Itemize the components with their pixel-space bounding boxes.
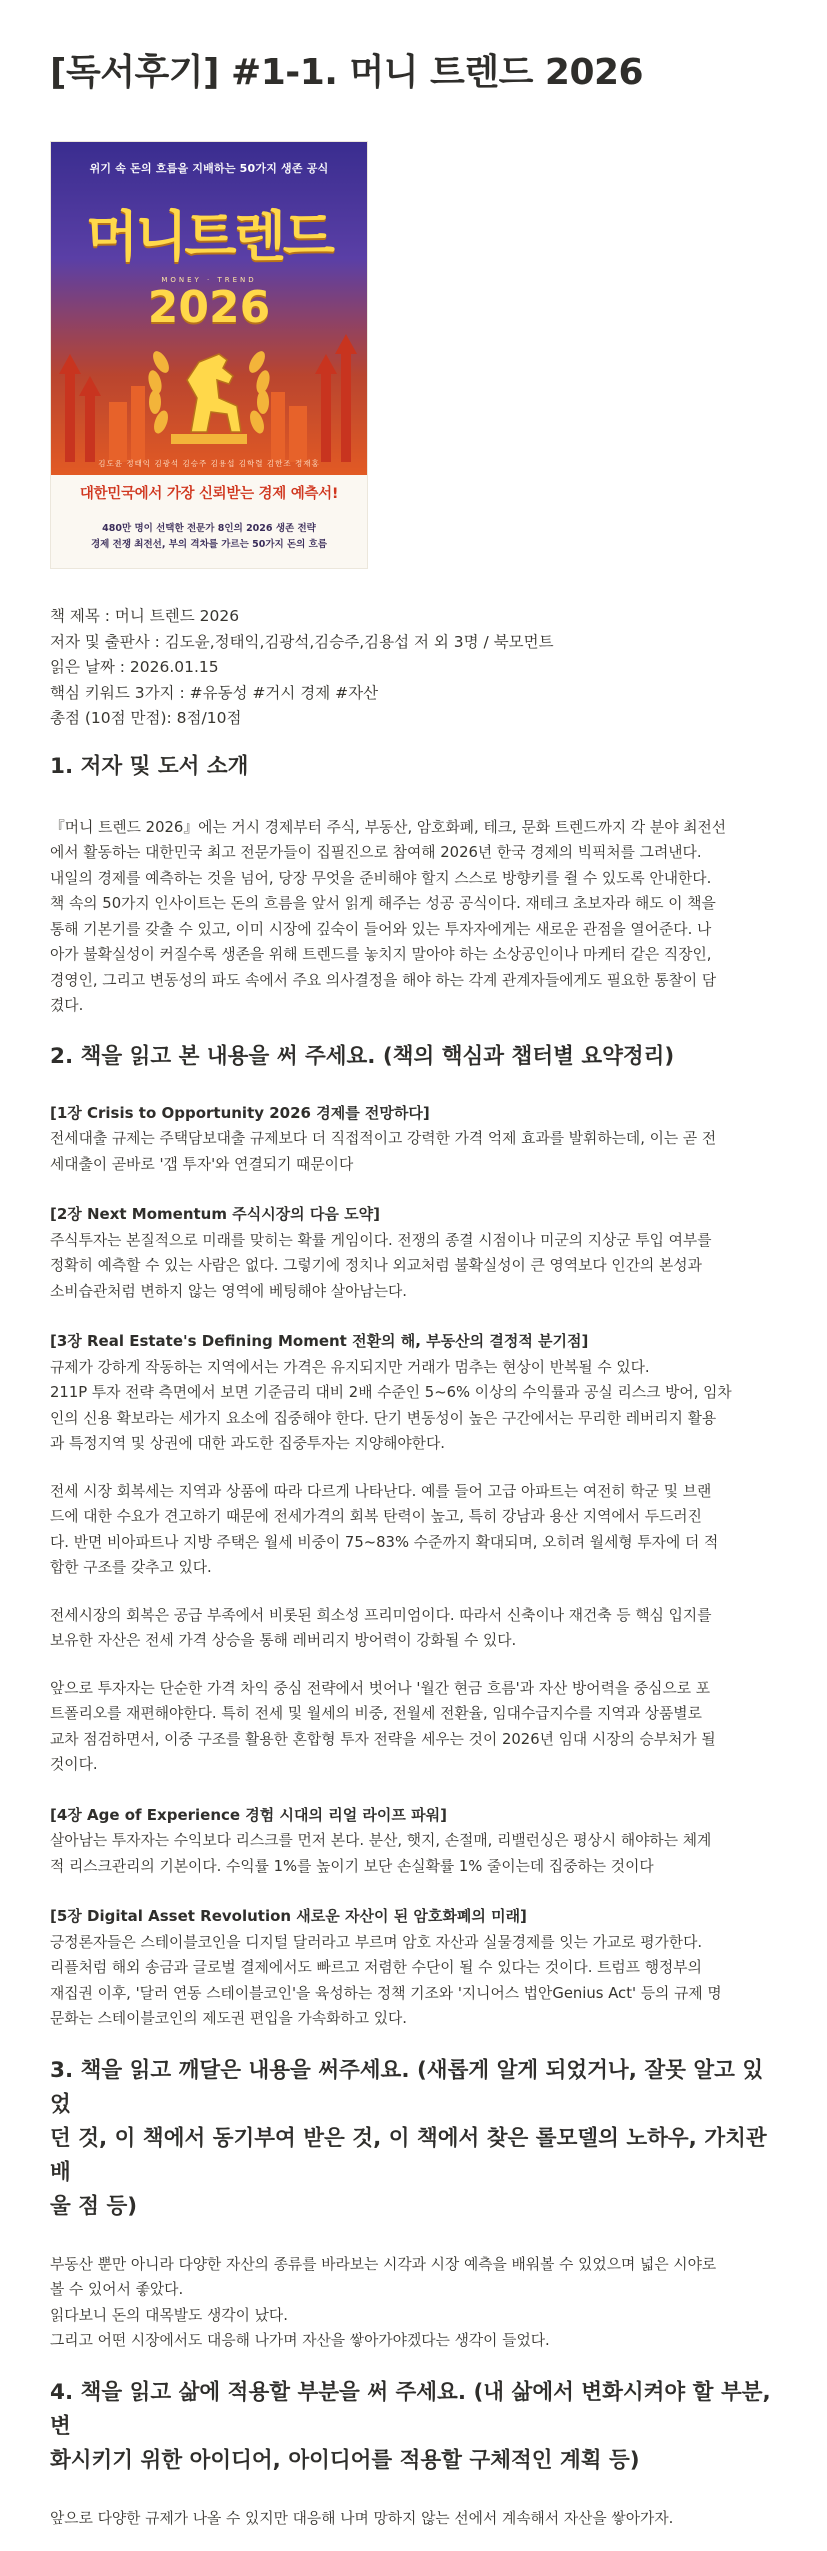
book-cover-image: [50, 141, 368, 569]
meta-date: 읽은 날짜 : 2026.01.15: [50, 658, 219, 676]
section-3-heading: [50, 2054, 777, 2224]
text-line: 리플처럼 해외 송금과 글로벌 결제에서도 빠르고 저렴한 수단이 될 수 있다는 것이다. 트럼프 행정부의: [50, 1959, 702, 1976]
text-line: 재집권 이후, '달러 연동 스테이블코인'을 육성하는 정책 기조와 '지니어스 법안Genius Act' 등의 규제 명: [50, 1984, 722, 2002]
text-line: 정확히 예측할 수 있는 사람은 없다. 그렇기에 정치나 외교처럼 불확실성이 큰 영역보다 인간의 본성과: [50, 1257, 702, 1274]
paragraph: [50, 1676, 777, 1778]
paragraph: [50, 1479, 777, 1581]
section-4-heading: [50, 2376, 777, 2478]
cover-year: 2026: [147, 282, 271, 333]
cover-title: 머니트렌드: [86, 205, 332, 268]
text-line: 트폴리오를 재편해야한다. 특히 전세 및 월세의 비중, 전월세 전환율, 임대수급지수를 지역과 상품별로: [50, 1705, 702, 1722]
text-line: 겼다.: [50, 997, 84, 1014]
chapter-heading: [2장 Next Momentum 주식시장의 다음 도약]: [50, 1205, 380, 1223]
text-line: 볼 수 있어서 좋았다.: [50, 2281, 184, 2298]
chapter-heading: [5장 Digital Asset Revolution 새로운 자산이 된 암호화폐의 미래]: [50, 1907, 527, 1925]
heading-line: 4. 책을 읽고 삶에 적용할 부분을 써 주세요. (내 삶에서 변화시켜야 할 부분, 변: [50, 2379, 771, 2439]
section-2-heading: 2. 책을 읽고 본 내용을 써 주세요. (책의 핵심과 챕터별 요약정리): [50, 1043, 675, 1069]
text-line: 앞으로 투자자는 단순한 가격 차익 중심 전략에서 벗어나 '월간 현금 흐름'과 자산 방어력을 중심으로 포: [50, 1679, 711, 1697]
cover-illustration: [51, 302, 367, 462]
cover-subtext-1: 480만 명이 선택한 전문가 8인의 2026 생존 전략: [102, 523, 316, 534]
cover-authors: 김도윤 정태익 김광석 김승주 김용섭 김학렬 김한조 정재홍: [98, 459, 320, 468]
meta-score: 총점 (10점 만점): 8점/10점: [50, 709, 242, 727]
text-line: 『머니 트렌드 2026』에는 거시 경제부터 주식, 부동산, 암호화폐, 테크, 문화 트렌드까지 각 분야 최전선: [50, 818, 727, 836]
text-line: 그리고 어떤 시장에서도 대응해 나가며 자산을 쌓아가야겠다는 생각이 들었다.: [50, 2332, 550, 2349]
text-line: 적 리스크관리의 기본이다. 수익률 1%를 높이기 보단 손실확률 1% 줄이는데 집중하는 것이다: [50, 1857, 654, 1875]
text-line: 소비습관처럼 변하지 않는 영역에 베팅해야 살아남는다.: [50, 1282, 407, 1300]
heading-line: 화시키기 위한 아이디어, 아이디어를 적용할 구체적인 계획 등): [50, 2447, 640, 2473]
heading-line: 던 것, 이 책에서 동기부여 받은 것, 이 책에서 찾은 롤모델의 노하우, 가치관 배: [50, 2125, 767, 2185]
text-line: 전세시장의 회복은 공급 부족에서 비롯된 희소성 프리미엄이다. 따라서 신축이나 재건축 등 핵심 입지를: [50, 1606, 712, 1624]
text-line: 주식투자는 본질적으로 미래를 맞히는 확률 게임이다. 전쟁의 종결 시점이나 미군의 지상군 투입 여부를: [50, 1231, 712, 1249]
text-line: 통해 기본기를 갖출 수 있고, 이미 시장에 깊숙이 들어와 있는 투자자에게는 새로운 관점을 열어준다. 나: [50, 920, 712, 938]
text-line: 아가 불확실성이 커질수록 생존을 위해 트렌드를 놓치지 말아야 하는 소상공인이나 마케터 같은 직장인,: [50, 946, 712, 963]
cover-tagline: 위기 속 돈의 흐름을 지배하는 50가지 생존 공식: [89, 162, 329, 175]
text-line: 다. 반면 비아파트나 지방 주택은 월세 비중이 75~83% 수준까지 확대되며, 오히려 월세형 투자에 더 적: [50, 1533, 719, 1551]
section-4-body: [50, 2506, 777, 2532]
chapter-5: [50, 1904, 777, 2032]
heading-line: 3. 책을 읽고 깨달은 내용을 써주세요. (새롭게 알게 되었거나, 잘못 알고 있었: [50, 2057, 764, 2117]
text-line: 읽다보니 돈의 대목발도 생각이 났다.: [50, 2306, 288, 2324]
text-line: 인의 신용 확보라는 세가지 요소에 집중해야 한다. 단기 변동성이 높은 구간에서는 무리한 레버리지 활용: [50, 1409, 717, 1427]
chapter-1: [50, 1101, 777, 1178]
text-line: 과 특정지역 및 상권에 대한 과도한 집중투자는 지양해야한다.: [50, 1435, 445, 1452]
section-1-body: [50, 815, 777, 1019]
text-line: 에서 활동하는 대한민국 최고 전문가들이 집필진으로 참여해 2026년 한국 경제의 빅픽처를 그려낸다.: [50, 844, 702, 861]
text-line: 합한 구조를 갖추고 있다.: [50, 1559, 212, 1576]
text-line: 책 속의 50가지 인사이트는 돈의 흐름을 앞서 읽게 해주는 성공 공식이다. 재테크 초보자라 해도 이 책을: [50, 895, 716, 912]
chapter-heading: [3장 Real Estate's Defining Moment 전환의 해, 부동산의 결정적 분기점]: [50, 1332, 589, 1350]
book-meta: [50, 604, 777, 732]
section-1-heading: 1. 저자 및 도서 소개: [50, 753, 249, 779]
text-line: 전세대출 규제는 주택담보대출 규제보다 더 직접적이고 강력한 가격 억제 효과를 발휘하는데, 이는 곧 전: [50, 1130, 717, 1147]
text-line: 살아남는 투자자는 수익보다 리스크를 먼저 본다. 분산, 햇지, 손절매, 리밸런싱은 평상시 해야하는 체계: [50, 1832, 712, 1849]
section-3-body: [50, 2252, 777, 2354]
text-line: 전세 시장 회복세는 지역과 상품에 따라 다르게 나타난다. 예를 들어 고급 아파트는 여전히 학군 및 브랜: [50, 1482, 712, 1500]
text-line: 보유한 자산은 전세 가격 상승을 통해 레버리지 방어력이 강화될 수 있다.: [50, 1632, 517, 1649]
cover-subtext-2: 경제 전쟁 최전선, 부의 격차를 가르는 50가지 돈의 흐름: [90, 539, 327, 550]
chapter-2: [50, 1202, 777, 1304]
chapter-3: [50, 1329, 777, 1778]
text-line: 규제가 강하게 작동하는 지역에서는 가격은 유지되지만 거래가 멈추는 현상이 반복될 수 있다.: [50, 1358, 650, 1376]
text-line: 앞으로 다양한 규제가 나올 수 있지만 대응해 나며 망하지 않는 선에서 계속해서 자산을 쌓아가자.: [50, 2509, 674, 2527]
text-line: 경영인, 그리고 변동성의 파도 속에서 주요 의사결정을 해야 하는 각계 관계자들에게도 필요한 통찰이 담: [50, 971, 717, 989]
text-line: 문화는 스테이블코인의 제도권 편입을 가속화하고 있다.: [50, 2010, 407, 2027]
cover-subtitle-en: MONEY · TREND: [161, 276, 257, 284]
text-line: 내일의 경제를 예측하는 것을 넘어, 당장 무엇을 준비해야 할지 스스로 방향키를 쥘 수 있도록 안내한다.: [50, 869, 712, 887]
heading-line: 울 점 등): [50, 2193, 138, 2219]
meta-title: 책 제목 : 머니 트렌드 2026: [50, 607, 240, 625]
paragraph: [50, 1603, 777, 1654]
text-line: 것이다.: [50, 1756, 98, 1773]
text-line: 211P 투자 전략 측면에서 보면 기준금리 대비 2배 수준인 5~6% 이상의 수익률과 공실 리스크 방어, 임차: [50, 1384, 732, 1401]
text-line: 부동산 뿐만 아니라 다양한 자산의 종류를 바라보는 시각과 시장 예측을 배워볼 수 있었으며 넓은 시야로: [50, 2255, 717, 2273]
text-line: 교차 점검하면서, 이중 구조를 활용한 혼합형 투자 전략을 세우는 것이 2026년 임대 시장의 승부처가 될: [50, 1730, 716, 1748]
text-line: 세대출이 곧바로 '갭 투자'와 연결되기 때문이다: [50, 1155, 354, 1173]
text-line: 드에 대한 수요가 견고하기 때문에 전세가격의 회복 탄력이 높고, 특히 강남과 용산 지역에서 두드러진: [50, 1508, 702, 1525]
chapter-heading: [4장 Age of Experience 경험 시대의 리얼 라이프 파워]: [50, 1805, 447, 1824]
cover-banner: 대한민국에서 가장 신뢰받는 경제 예측서!: [79, 486, 339, 502]
chapter-heading: [1장 Crisis to Opportunity 2026 경제를 전망하다]: [50, 1103, 430, 1122]
text-line: 긍정론자들은 스테이블코인을 디지털 달러라고 부르며 암호 자산과 실물경제를 잇는 가교로 평가한다.: [50, 1933, 703, 1951]
meta-keywords: 핵심 키워드 3가지 : #유동성 #거시 경제 #자산: [50, 683, 379, 702]
meta-author: 저자 및 출판사 : 김도윤,정태익,김광석,김승주,김용섭 저 외 3명 / 북모먼트: [50, 632, 554, 651]
cover-artwork: [51, 142, 367, 475]
page-title: [독서후기] #1-1. 머니 트렌드 2026: [50, 52, 644, 93]
chapter-4: [50, 1803, 777, 1880]
